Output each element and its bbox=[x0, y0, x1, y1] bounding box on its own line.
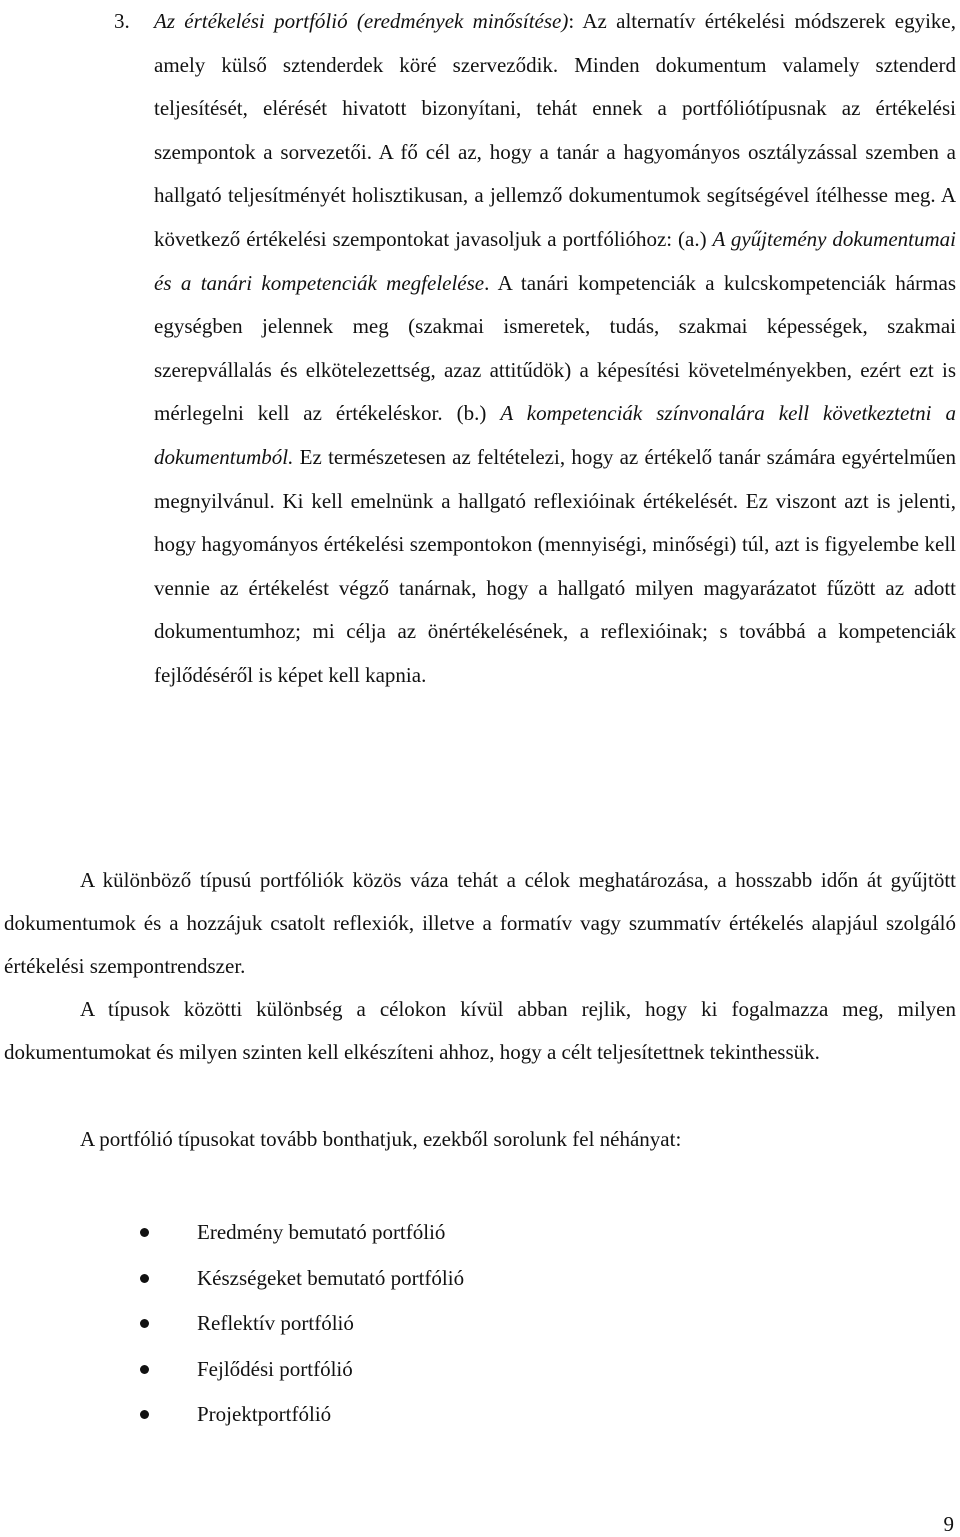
list-item-text bbox=[154, 0, 956, 698]
bullet-icon bbox=[140, 1274, 149, 1283]
criterion-a-italic: A gyűjtemény dokumentumai és a tanári kompetenciák megfelelése bbox=[154, 226, 956, 295]
bullet-label: Projektportfólió bbox=[197, 1402, 332, 1426]
item-text-segment-2: . A tanári kompetenciák a kulcskompetenciák hármas egységben jelennek meg (szakmai ismeretek, tudás, szakmai képességek, szakmai szerepvállalás és elkötelezettség, azaz attitűdök) a képesítési követelményekben, ezért ezt is mérlegelni kell az értékeléskor. (b.) bbox=[154, 270, 956, 426]
portfolio-types-list bbox=[0, 1210, 960, 1438]
list-item bbox=[0, 1301, 960, 1347]
bullet-icon bbox=[140, 1410, 149, 1419]
bullet-label: Reflektív portfólió bbox=[197, 1311, 354, 1335]
bullet-label: Készségeket bemutató portfólió bbox=[197, 1265, 465, 1290]
bullet-label: Fejlődési portfólió bbox=[197, 1356, 353, 1381]
list-item bbox=[0, 1256, 960, 1302]
bullet-label: Eredmény bemutató portfólió bbox=[197, 1220, 446, 1244]
body-paragraph-3: A portfólió típusokat tovább bonthatjuk, ezekből sorolunk fel néhányat: bbox=[80, 1127, 682, 1151]
item-text-segment-1: : Az alternatív értékelési módszerek egyike, amely külső sztenderdek köré szerveződik. Minden dokumentum valamely sztenderd teljesítését, elérését hivatott bizonyítani, tehát ennek a portfóliótípusnak az értékelési szempontok a sorvezetői. A fő cél az, hogy a tanár a hagyományos osztályzással szemben a hallgató teljesítményét holisztikusan, a jellemző dokumentumok segítségével ítélhesse meg. A következő értékelési szempontokat javasoljuk a portfólióhoz: (a.) bbox=[154, 9, 956, 251]
criterion-b-italic: A kompetenciák színvonalára kell következtetni a dokumentumból. bbox=[154, 401, 956, 469]
item-text-segment-3: Ez természetesen az feltételezi, hogy az értékelő tanár számára egyértelműen megnyilvánul. Ki kell emelnünk a hallgató reflexióinak értékelését. Ez viszont azt is jelenti, hogy hagyományos értékelési szempontokon (mennyiségi, minőségi) túl, azt is figyelembe kell vennie az értékelést végző tanárnak, hogy a hallgató milyen magyarázatot fűzött az adott dokumentumhoz; mi célja az önértékelésének, a reflexióinak; s továbbá a kompetenciák fejlődéséről is képet kell kapnia. bbox=[154, 444, 956, 687]
bullet-icon bbox=[140, 1228, 149, 1237]
body-paragraph-2: A típusok közötti különbség a célokon kívül abban rejlik, hogy ki fogalmazza meg, milyen dokumentumokat és milyen szinten kell elkészíteni ahhoz, hogy a célt teljesítettnek tekinthessük. bbox=[4, 997, 956, 1065]
list-item bbox=[0, 1210, 960, 1256]
list-item bbox=[0, 1347, 960, 1393]
item-title-italic: Az értékelési portfólió (eredmények minősítése) bbox=[154, 9, 569, 33]
bullet-icon bbox=[140, 1319, 149, 1328]
body-paragraph-1: A különböző típusú portfóliók közös váza tehát a célok meghatározása, a hosszabb időn át gyűjtött dokumentumok és a hozzájuk csatolt reflexiók, illetve a formatív vagy szummatív értékelés alapjául szolgáló értékelési szempontrendszer. bbox=[4, 868, 956, 979]
bullet-icon bbox=[140, 1365, 149, 1374]
list-item bbox=[0, 1392, 960, 1438]
list-item-number: 3. bbox=[114, 9, 130, 33]
page-number: 9 bbox=[943, 1512, 954, 1536]
